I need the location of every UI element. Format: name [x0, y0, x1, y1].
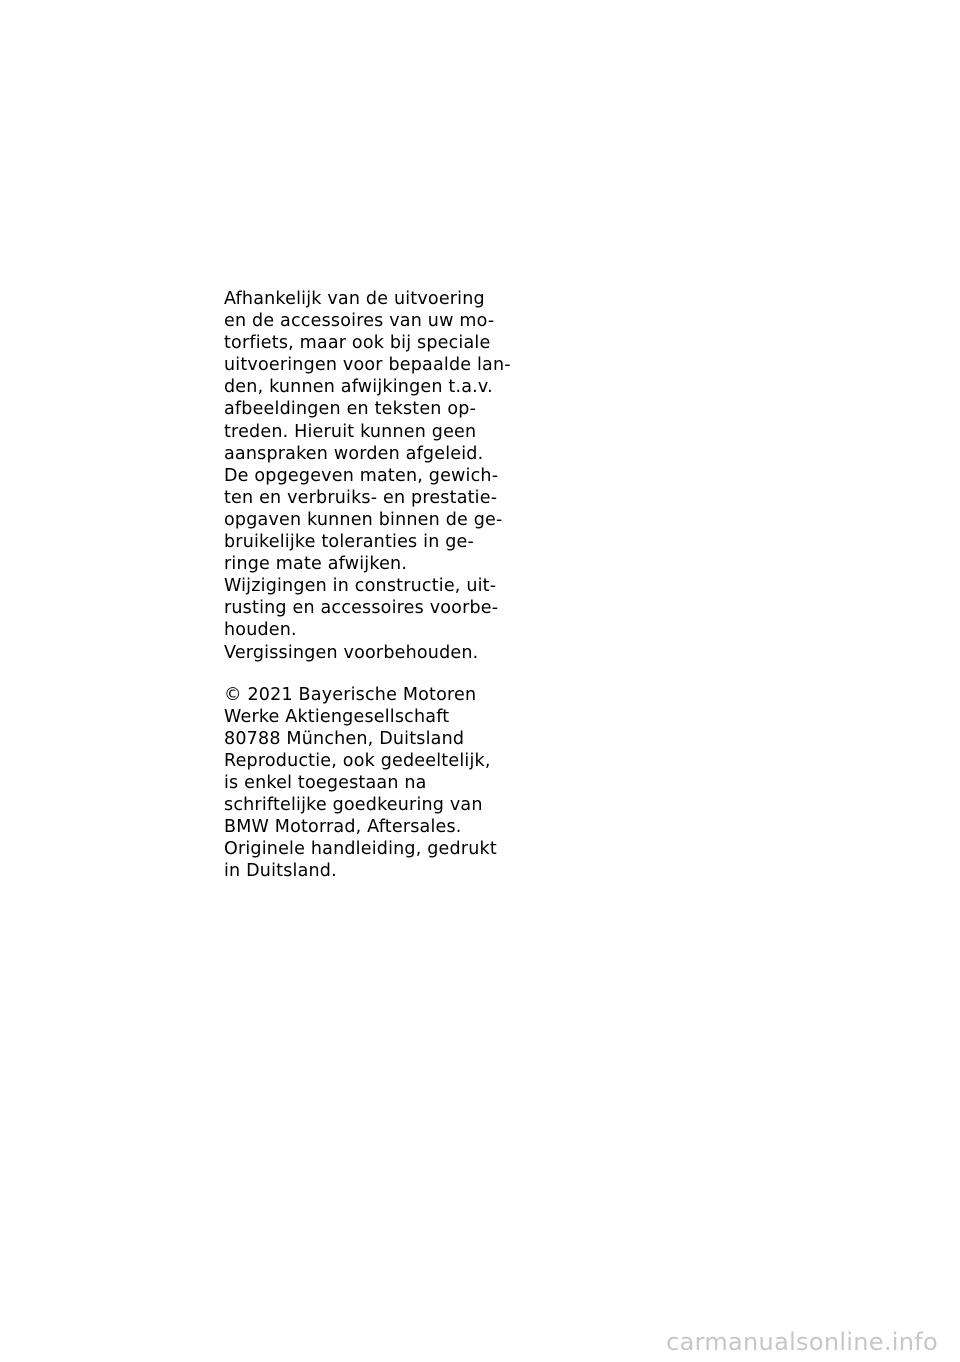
disclaimer-line: en de accessoires van uw mo-	[224, 311, 495, 332]
disclaimer-line: ringe mate afwijken.	[224, 554, 408, 575]
disclaimer-line: houden.	[224, 620, 297, 641]
disclaimer-paragraph	[224, 288, 514, 664]
copyright-line: 80788 München, Duitsland	[224, 728, 465, 749]
disclaimer-line: Afhankelijk van de uitvoering	[224, 289, 485, 309]
disclaimer-line: den, kunnen afwijkingen t.a.v.	[224, 377, 493, 398]
copyright-paragraph	[224, 684, 514, 883]
copyright-line: © 2021 Bayerische Motoren	[224, 684, 477, 705]
watermark-text: carmanualsonline.info	[666, 1328, 938, 1356]
disclaimer-line: torfiets, maar ook bij speciale	[224, 333, 491, 354]
disclaimer-line: ten en verbruiks- en prestatie-	[224, 487, 498, 508]
copyright-line: Originele handleiding, gedrukt	[224, 839, 497, 860]
disclaimer-line: aanspraken worden afgeleid.	[224, 443, 484, 464]
copyright-line: in Duitsland.	[224, 861, 337, 882]
disclaimer-line: bruikelijke toleranties in ge-	[224, 532, 475, 553]
text-column	[224, 288, 514, 882]
disclaimer-line: uitvoeringen voor bepaalde lan-	[224, 355, 511, 376]
copyright-line: BMW Motorrad, Aftersales.	[224, 817, 462, 838]
disclaimer-line: afbeeldingen en teksten op-	[224, 399, 477, 420]
disclaimer-line: opgaven kunnen binnen de ge-	[224, 509, 503, 530]
disclaimer-line: De opgegeven maten, gewich-	[224, 465, 499, 486]
copyright-line: Reproductie, ook gedeeltelijk,	[224, 750, 491, 771]
disclaimer-line: Vergissingen voorbehouden.	[224, 642, 479, 663]
disclaimer-line: treden. Hieruit kunnen geen	[224, 421, 477, 442]
copyright-line: is enkel toegestaan na	[224, 772, 427, 793]
copyright-line: schriftelijke goedkeuring van	[224, 795, 483, 816]
disclaimer-line: rusting en accessoires voorbe-	[224, 598, 499, 619]
disclaimer-line: Wijzigingen in constructie, uit-	[224, 576, 497, 597]
copyright-line: Werke Aktiengesellschaft	[224, 706, 450, 727]
